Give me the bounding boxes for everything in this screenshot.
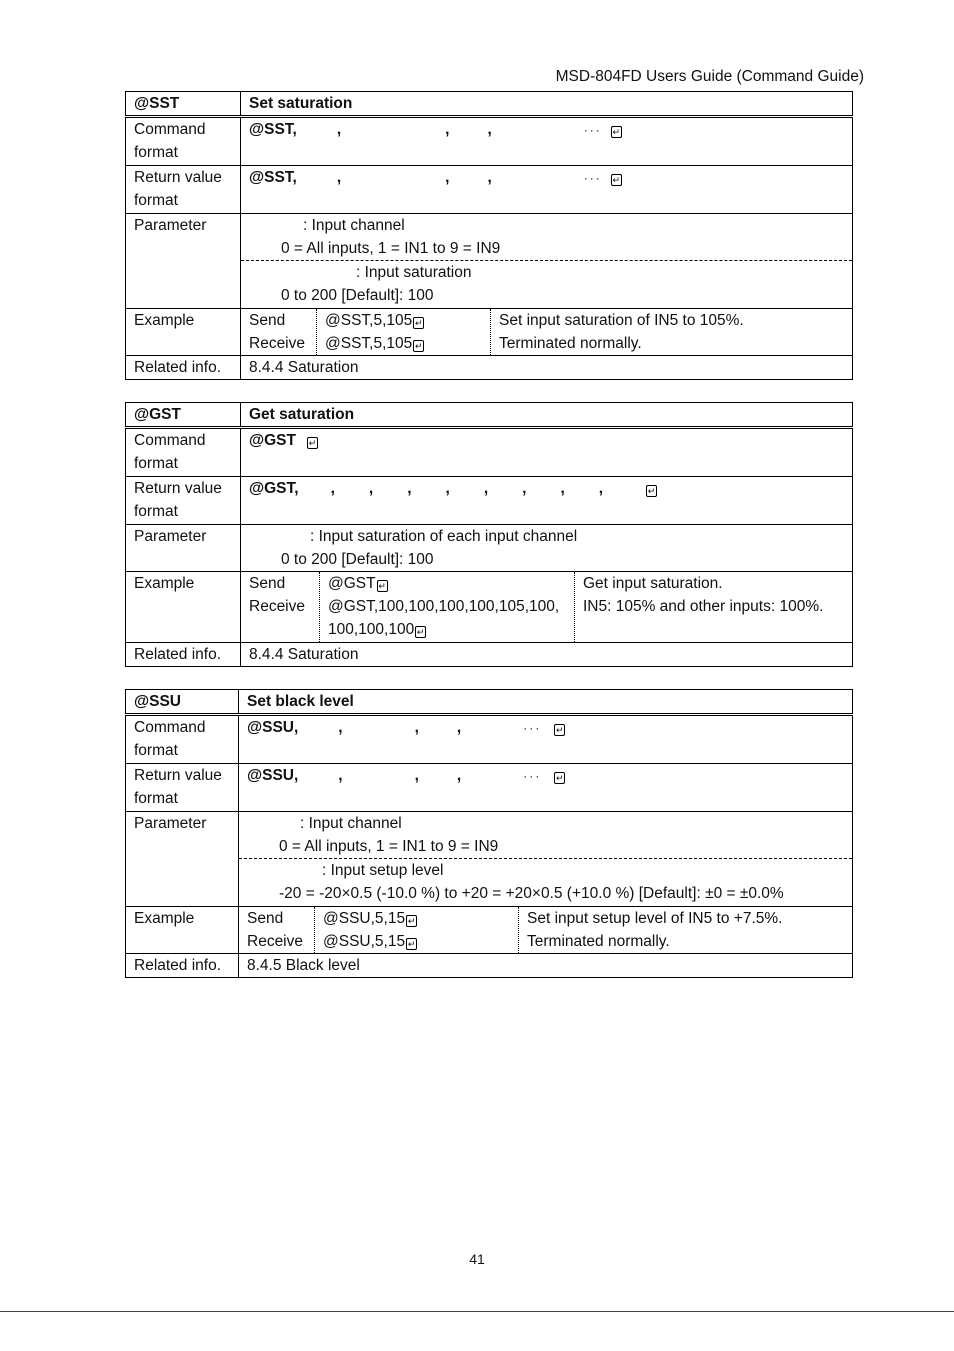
command-format-label: Command format — [126, 715, 239, 763]
page-header: MSD-804FD Users Guide (Command Guide) — [555, 68, 864, 85]
return-value-label: Return value format — [126, 476, 241, 524]
command-title: Set saturation — [241, 92, 853, 117]
command-code: @SST — [126, 92, 241, 117]
related-info: 8.4.5 Black level — [239, 954, 853, 978]
return-value-label: Return value format — [126, 165, 241, 213]
related-info-label: Related info. — [126, 642, 241, 666]
enter-icon: ↵ — [378, 581, 386, 592]
footer-rule — [0, 1311, 954, 1312]
example: Send Receive @GST ↵ @GST,100,100,100,100,105,100, 100,100,100 ↵ Get input saturation. IN5: 105% and other inputs: 100%. — [241, 572, 853, 643]
related-info: 8.4.4 Saturation — [241, 356, 853, 380]
parameter-label: Parameter — [126, 524, 241, 571]
ssu-command-table — [125, 689, 853, 978]
parameter-description: : Input channel 0 = All inputs, 1 = IN1 to 9 = IN9 : Input setup level -20 = -20×0.5 (-10.0 %) to +20 = +20×0.5 (+10.0 %) [Default]: ±0 = ±0.0% — [239, 811, 853, 906]
enter-icon: ↵ — [555, 772, 564, 783]
enter-icon: ↵ — [647, 485, 656, 496]
enter-icon: ↵ — [414, 317, 423, 328]
command-title: Set black level — [239, 690, 853, 715]
example: Send Receive @SST,5,105 ↵ @SST,5,105 ↵ Set input saturation of IN5 to 105%. Terminated normally. — [241, 308, 853, 355]
command-format: @GST ↵ — [241, 428, 853, 476]
enter-icon: ↵ — [416, 627, 425, 638]
example-label: Example — [126, 308, 241, 355]
gst-command-table — [125, 402, 853, 667]
enter-icon: ↵ — [555, 725, 564, 736]
return-value-format: @SST, , , , ··· ↵ — [241, 165, 853, 213]
parameter-description: : Input channel 0 = All inputs, 1 = IN1 to 9 = IN9 : Input saturation 0 to 200 [Default]: 100 — [241, 213, 853, 308]
command-format-label: Command format — [126, 117, 241, 165]
enter-icon: ↵ — [612, 174, 621, 185]
enter-icon: ↵ — [414, 340, 423, 351]
example-label: Example — [126, 572, 241, 643]
related-info-label: Related info. — [126, 954, 239, 978]
related-info: 8.4.4 Saturation — [241, 642, 853, 666]
example: Send Receive @SSU,5,15 ↵ @SSU,5,15 ↵ Set input setup level of IN5 to +7.5%. Terminated normally. — [239, 906, 853, 953]
parameter-label: Parameter — [126, 213, 241, 308]
parameter-description: : Input saturation of each input channel 0 to 200 [Default]: 100 — [241, 524, 853, 571]
command-format: @SST, , , , ··· ↵ — [241, 117, 853, 165]
enter-icon: ↵ — [612, 127, 621, 138]
command-format-label: Command format — [126, 428, 241, 476]
parameter-label: Parameter — [126, 811, 239, 906]
enter-icon: ↵ — [308, 438, 317, 449]
command-code: @SSU — [126, 690, 239, 715]
return-value-format: @SSU, , , , ··· ↵ — [239, 763, 853, 811]
example-label: Example — [126, 906, 239, 953]
return-value-format: @GST, , , , , , , , , ↵ — [241, 476, 853, 524]
related-info-label: Related info. — [126, 356, 241, 380]
command-title: Get saturation — [241, 403, 853, 428]
sst-command-table — [125, 91, 853, 380]
page-number: 41 — [469, 1251, 485, 1267]
command-format: @SSU, , , , ··· ↵ — [239, 715, 853, 763]
enter-icon: ↵ — [407, 938, 416, 949]
enter-icon: ↵ — [407, 915, 416, 926]
return-value-label: Return value format — [126, 763, 239, 811]
command-code: @GST — [126, 403, 241, 428]
